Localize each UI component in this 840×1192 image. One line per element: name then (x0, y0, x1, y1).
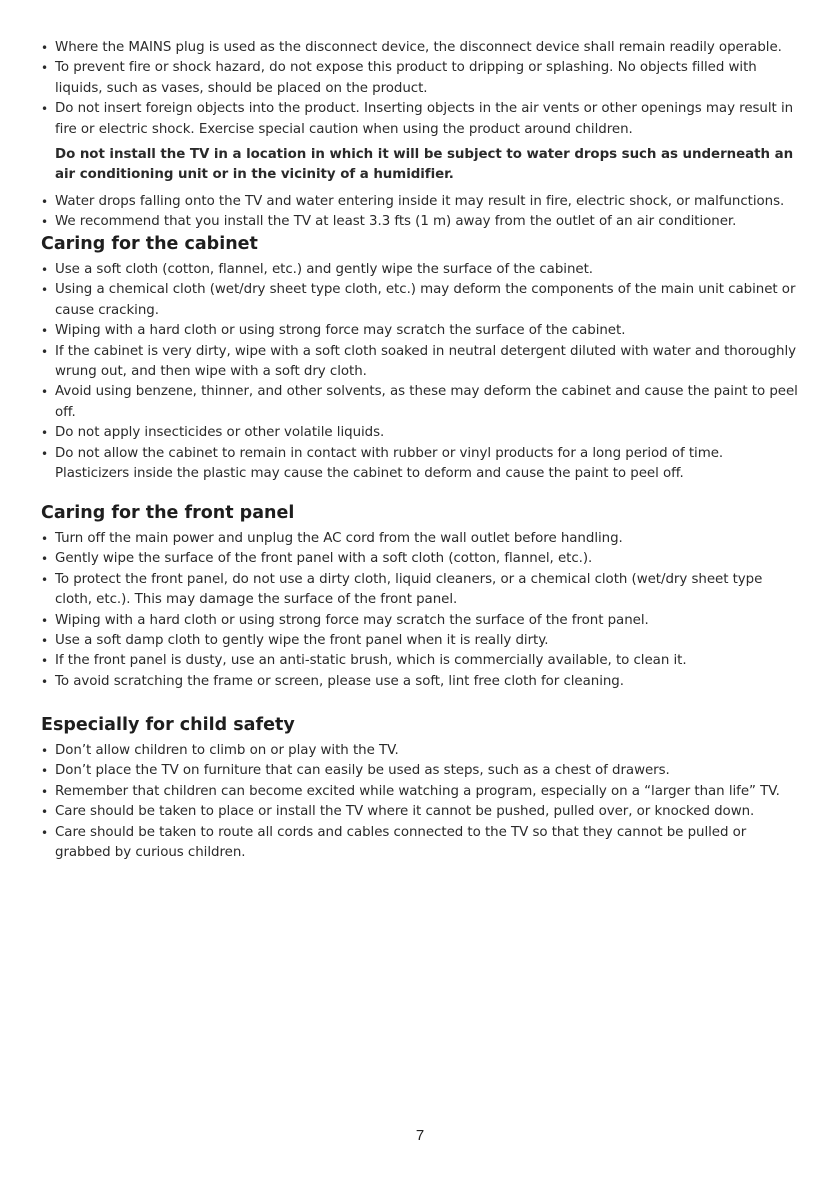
bullet-item: • Using a chemical cloth (wet/dry sheet type cloth, etc.) may deform the components of the main unit cabinet or cause cracking. (41, 280, 801, 321)
safety-section (41, 38, 801, 233)
bullet-item: • Don’t place the TV on furniture that can easily be used as steps, such as a chest of drawers. (41, 761, 801, 781)
bullet-item: • Wiping with a hard cloth or using strong force may scratch the surface of the front panel. (41, 611, 801, 631)
bullet-item: • To avoid scratching the frame or screen, please use a soft, lint free cloth for cleaning. (41, 672, 801, 692)
front-panel-section (41, 501, 801, 692)
bullet-item: • Don’t allow children to climb on or play with the TV. (41, 741, 801, 761)
bullet-item: • Care should be taken to route all cords and cables connected to the TV so that they cannot be pulled or grabbed by curious children. (41, 823, 801, 864)
water-warning-note: Do not install the TV in a location in which it will be subject to water drops such as underneath an air conditioning unit or in the vicinity of a humidifier. (55, 147, 794, 183)
bullet-item: • Where the MAINS plug is used as the disconnect device, the disconnect device shall remain readily operable. (41, 38, 801, 58)
cabinet-section (41, 232, 801, 484)
bullet-item: • Use a soft cloth (cotton, flannel, etc.) and gently wipe the surface of the cabinet. (41, 260, 801, 280)
bullet-item: • To prevent fire or shock hazard, do not expose this product to dripping or splashing. No objects filled with liquids, such as vases, should be placed on the product. (41, 58, 801, 99)
bullet-item: • Gently wipe the surface of the front panel with a soft cloth (cotton, flannel, etc.). (41, 549, 801, 569)
bullet-item: • Wiping with a hard cloth or using strong force may scratch the surface of the cabinet. (41, 321, 801, 341)
safety-bullet-list (41, 38, 801, 140)
bullet-item: • Care should be taken to place or install the TV where it cannot be pushed, pulled over, or knocked down. (41, 802, 801, 822)
bullet-item: • Do not allow the cabinet to remain in contact with rubber or vinyl products for a long period of time. Plasticizers inside the plastic may cause the cabinet to deform and cause the paint to peel off. (41, 444, 801, 485)
bullet-item: • If the front panel is dusty, use an anti-static brush, which is commercially available, to clean it. (41, 651, 801, 671)
section-heading: Especially for child safety (41, 715, 295, 735)
section-heading: Caring for the cabinet (41, 234, 258, 254)
page-number: 7 (415, 1127, 425, 1144)
bullet-item: • Avoid using benzene, thinner, and other solvents, as these may deform the cabinet and cause the paint to peel off. (41, 382, 801, 423)
water-bullet-list (41, 192, 801, 233)
child-safety-bullet-list (41, 741, 801, 863)
bullet-item: • Turn off the main power and unplug the AC cord from the wall outlet before handling. (41, 529, 801, 549)
bullet-item: • Water drops falling onto the TV and water entering inside it may result in fire, electric shock, or malfunctions. (41, 192, 801, 212)
section-heading: Caring for the front panel (41, 503, 295, 523)
bullet-item: • Use a soft damp cloth to gently wipe the front panel when it is really dirty. (41, 631, 801, 651)
bullet-item: • Do not insert foreign objects into the product. Inserting objects in the air vents or other openings may result in fire or electric shock. Exercise special caution when using the product around children. (41, 99, 801, 140)
bullet-item: • If the cabinet is very dirty, wipe with a soft cloth soaked in neutral detergent diluted with water and thoroughly wrung out, and then wipe with a soft dry cloth. (41, 342, 801, 383)
bullet-item: • Remember that children can become excited while watching a program, especially on a “larger than life” TV. (41, 782, 801, 802)
bullet-item: • Do not apply insecticides or other volatile liquids. (41, 423, 801, 443)
bullet-item: • To protect the front panel, do not use a dirty cloth, liquid cleaners, or a chemical cloth (wet/dry sheet type cloth, etc.). This may damage the surface of the front panel. (41, 570, 801, 611)
child-safety-section (41, 713, 801, 863)
front-panel-bullet-list (41, 529, 801, 692)
bullet-item: • We recommend that you install the TV at least 3.3 fts (1 m) away from the outlet of an air conditioner. (41, 212, 801, 232)
cabinet-bullet-list (41, 260, 801, 484)
